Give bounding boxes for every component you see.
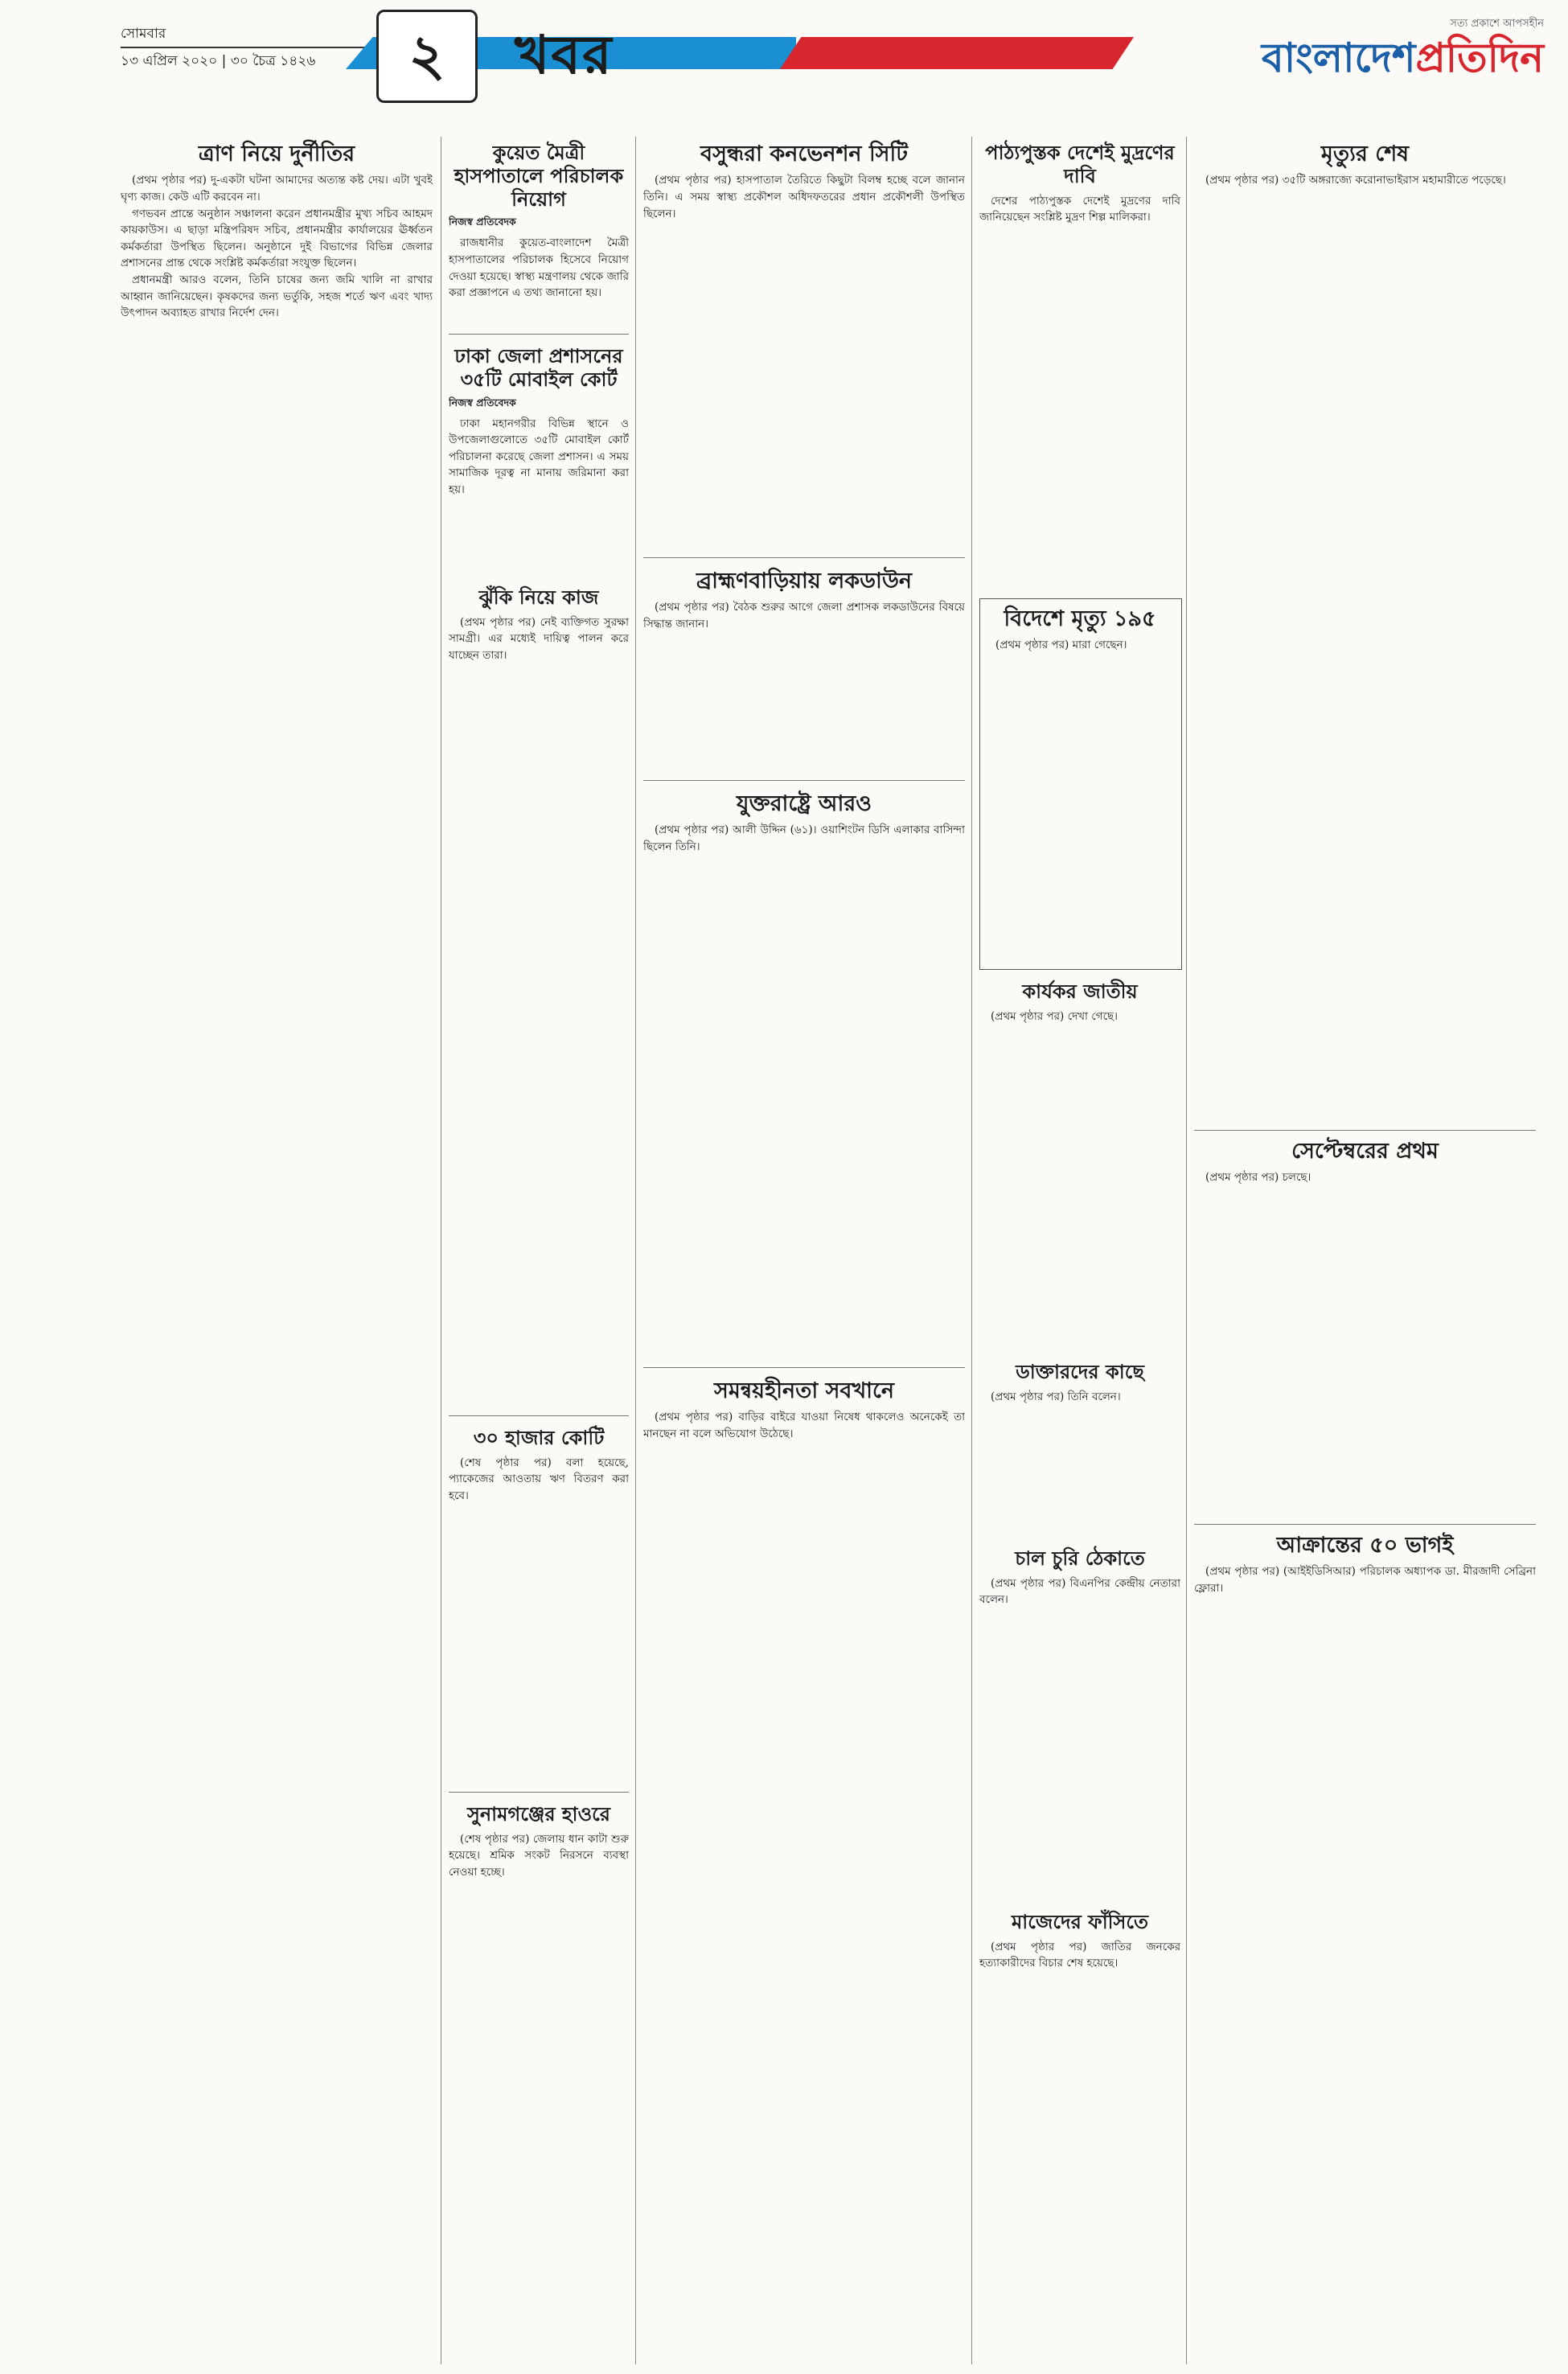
reporter-byline: নিজস্ব প্রতিবেদক <box>449 216 516 228</box>
paragraph: (প্রথম পৃষ্ঠার পর) বাড়ির বাইরে যাওয়া নিষেধ থাকলেও অনেকেই তা মানছেন না বলে অভিযোগ উঠেছে। <box>643 1411 965 1440</box>
story-body <box>1194 1563 1536 1596</box>
story-body <box>449 614 629 664</box>
story-body <box>979 193 1180 226</box>
paragraph: প্রধানমন্ত্রী আরও বলেন, তিনি চাষের জন্য জমি খালি না রাখার আহ্বান জানিয়েছেন। কৃষকদের জন্য ভর্তুকি, সহজ শর্তে ঋণ এবং খাদ্য উৎপাদন অব্যাহত রাখার নির্দেশ দেন। <box>121 273 433 320</box>
headline: সেপ্টেম্বরের প্রথম <box>1291 1139 1439 1164</box>
story-deaths-abroad <box>984 603 1176 965</box>
story-body <box>449 1455 629 1505</box>
paragraph: (শেষ পৃষ্ঠার পর) বলা হয়েছে, প্যাকেজের আওতায় ঋণ বিতরণ করা হবে। <box>449 1456 629 1502</box>
headline: ঢাকা জেলা প্রশাসনের ৩৫টি মোবাইল কোর্ট <box>454 345 623 391</box>
paragraph: (শেষ পৃষ্ঠার পর) জেলায় ধান কাটা শুরু হয়েছে। শ্রমিক সংকট নিরসনে ব্যবস্থা নেওয়া হচ্ছে। <box>449 1832 629 1879</box>
headline: মাজেদের ফাঁসিতে <box>1011 1911 1149 1933</box>
story-september-first <box>1194 1136 1536 1520</box>
band-red <box>780 37 1134 69</box>
section-title: খবর <box>515 24 614 86</box>
headline: যুক্তরাষ্ট্রে আরও <box>736 791 872 816</box>
headline: ব্রাহ্মণবাড়িয়ায় লকডাউন <box>696 569 913 594</box>
story-rice-theft <box>979 1544 1180 1902</box>
story-body <box>643 599 965 632</box>
column-separator <box>1186 137 1187 2364</box>
story-divider <box>1194 1130 1536 1131</box>
reporter-byline: নিজস্ব প্রতিবেদক <box>449 396 516 409</box>
story-body <box>449 416 629 499</box>
headline: সমন্বয়হীনতা সবখানে <box>714 1378 894 1403</box>
story-divider <box>1194 1524 1536 1525</box>
story-risk-work <box>449 583 629 1411</box>
story-mobile-court <box>449 342 629 579</box>
logo-name-part2: প্রতিদিন <box>1415 35 1544 81</box>
paragraph: (প্রথম পৃষ্ঠার পর) দু-একটা ঘটনা আমাদের অত্যন্ত কষ্ট দেয়। এটা খুবই ঘৃণ্য কাজ। কেউ এটি করবেন না। <box>121 174 433 203</box>
headline: ৩০ হাজার কোটি <box>473 1427 605 1449</box>
story-sunamganj-haor <box>449 1800 629 2363</box>
headline: কার্যকর জাতীয় <box>1022 980 1138 1003</box>
headline: পাঠ্যপুস্তক দেশেই মুদ্রণের দাবি <box>985 142 1175 187</box>
story-textbook-printing <box>979 138 1180 589</box>
story-body <box>984 637 1176 654</box>
headline: সুনামগঞ্জের হাওরে <box>467 1803 610 1826</box>
logo-name <box>1166 33 1544 83</box>
story-body <box>449 235 629 301</box>
story-body <box>979 1389 1180 1406</box>
story-relief-corruption <box>121 138 433 2362</box>
paragraph: (প্রথম পৃষ্ঠার পর) ৩৫টি অঙ্গরাজ্যে করোনাভাইরাস মহামারীতে পড়েছে। <box>1205 174 1506 187</box>
paragraph: দেশের পাঠ্যপুস্তক দেশেই মুদ্রণের দাবি জানিয়েছেন সংশ্লিষ্ট মুদ্রণ শিল্প মালিকরা। <box>979 194 1180 224</box>
headline: ত্রাণ নিয়ে দুর্নীতির <box>198 142 355 166</box>
story-fifty-percent-infected <box>1194 1530 1536 2363</box>
paragraph: (প্রথম পৃষ্ঠার পর) (আইইডিসিআর) পরিচালক অধ্যাপক ডা. মীরজাদী সেব্রিনা ফ্লোরা। <box>1194 1565 1536 1595</box>
headline: মৃত্যুর শেষ <box>1320 142 1410 166</box>
issue-day: সোমবার <box>121 26 166 42</box>
story-divider <box>643 557 965 558</box>
issue-date: ১৩ এপ্রিল ২০২০ | ৩০ চৈত্র ১৪২৬ <box>121 53 316 69</box>
story-body <box>643 172 965 222</box>
story-body <box>979 1939 1180 1972</box>
story-divider <box>643 780 965 781</box>
logo-name-part1: বাংলাদেশ <box>1261 35 1416 81</box>
story-thirty-thousand-crore <box>449 1423 629 1785</box>
paragraph: (প্রথম পৃষ্ঠার পর) তিনি বলেন। <box>991 1390 1121 1403</box>
paragraph: (প্রথম পৃষ্ঠার পর) হাসপাতাল তৈরিতে কিছুটা বিলম্ব হচ্ছে বলে জানান তিনি। এ সময় স্বাস্থ্য প্রকৌশল অধিদফতরের প্রধান প্রকৌশলী উপস্থিত ছিলেন। <box>643 174 965 220</box>
paragraph: (প্রথম পৃষ্ঠার পর) জাতির জনকের হত্যাকারীদের বিচার শেষ হয়েছে। <box>979 1940 1180 1970</box>
story-to-doctors <box>979 1357 1180 1538</box>
story-body <box>121 172 433 321</box>
paragraph: (প্রথম পৃষ্ঠার পর) আলী উদ্দিন (৬১)। ওয়াশিংটন ডিসি এলাকার বাসিন্দা ছিলেন তিনি। <box>643 824 965 853</box>
story-national-effective <box>979 977 1180 1351</box>
column-separator <box>635 137 636 2364</box>
headline: চাল চুরি ঠেকাতে <box>1015 1547 1145 1570</box>
story-body <box>979 1575 1180 1608</box>
story-body <box>979 1008 1180 1025</box>
headline: বিদেশে মৃত্যু ১৯৫ <box>1004 606 1156 631</box>
logo-tagline: সত্য প্রকাশে আপসহীন <box>1450 18 1544 30</box>
story-usa-deaths <box>643 788 965 1363</box>
story-body <box>643 822 965 855</box>
story-body <box>1194 1169 1536 1186</box>
story-lack-of-coordination <box>643 1375 965 2363</box>
headline: আক্রান্তের ৫০ ভাগই <box>1276 1533 1454 1558</box>
story-majed-execution <box>979 1908 1180 2363</box>
paragraph: (প্রথম পৃষ্ঠার পর) নেই ব্যক্তিগত সুরক্ষা সামগ্রী। এর মধ্যেই দায়িত্ব পালন করে যাচ্ছেন তারা। <box>449 615 629 662</box>
story-divider <box>449 1415 629 1416</box>
paragraph: ঢাকা মহানগরীর বিভিন্ন স্থানে ও উপজেলাগুলোতে ৩৫টি মোবাইল কোর্ট পরিচালনা করেছে জেলা প্রশাসন। এ সময় সামাজিক দূরত্ব না মানায় জরিমানা করা হয়। <box>449 417 629 496</box>
headline: ডাক্তারদের কাছে <box>1016 1361 1144 1383</box>
story-divider <box>643 1367 965 1368</box>
column-separator <box>971 137 972 2364</box>
paragraph: (প্রথম পৃষ্ঠার পর) বিএনপির কেন্দ্রীয় নেতারা বলেন। <box>979 1576 1180 1607</box>
headline: বসুন্ধরা কনভেনশন সিটি <box>700 142 908 166</box>
headline: কুয়েত মৈত্রী হাসপাতালে পরিচালক নিয়োগ <box>454 142 624 211</box>
masthead <box>0 0 1568 121</box>
story-bashundhara-convention <box>643 138 965 552</box>
paragraph: (প্রথম পৃষ্ঠার পর) মারা গেছেন। <box>995 639 1127 652</box>
story-divider <box>449 334 629 335</box>
story-body <box>643 1409 965 1442</box>
paragraph: (প্রথম পৃষ্ঠার পর) দেখা গেছে। <box>991 1009 1119 1023</box>
paragraph: রাজধানীর কুয়েত-বাংলাদেশ মৈত্রী হাসপাতালের পরিচালক হিসেবে নিয়োগ দেওয়া হয়েছে। স্বাস্থ্য মন্ত্রণালয় থেকে জারি করা প্রজ্ঞাপনে এ তথ্য জানানো হয়। <box>449 236 629 300</box>
story-brahmanbaria-lockdown <box>643 565 965 776</box>
page-number: ২ <box>376 10 478 103</box>
story-divider <box>449 1792 629 1793</box>
headline: ঝুঁকি নিয়ে কাজ <box>478 586 599 609</box>
story-kuwait-hospital <box>449 138 629 327</box>
story-death-toll <box>1194 138 1536 1123</box>
newspaper-logo <box>1166 16 1544 83</box>
paragraph: (প্রথম পৃষ্ঠার পর) চলছে। <box>1205 1171 1311 1185</box>
paragraph: (প্রথম পৃষ্ঠার পর) বৈঠক শুরুর আগে জেলা প্রশাসক লকডাউনের বিষয়ে সিদ্ধান্ত জানান। <box>643 601 965 630</box>
story-body <box>449 1831 629 1881</box>
story-body <box>1194 172 1536 189</box>
paragraph: গণভবন প্রান্তে অনুষ্ঠান সঞ্চালনা করেন প্রধানমন্ত্রীর মুখ্য সচিব আহমদ কায়কাউস। এ ছাড়া মন্ত্রিপরিষদ সচিব, প্রধানমন্ত্রীর কার্যালয়ের ঊর্ধ্বতন কর্মকর্তারা উপস্থিত ছিলেন। অনুষ্ঠানে দুই বিভাগের বিভিন্ন জেলার প্রশাসনের প্রান্ত থেকে সংশ্লিষ্ট কর্মকর্তারা সংযুক্ত ছিলেন। <box>121 207 433 270</box>
